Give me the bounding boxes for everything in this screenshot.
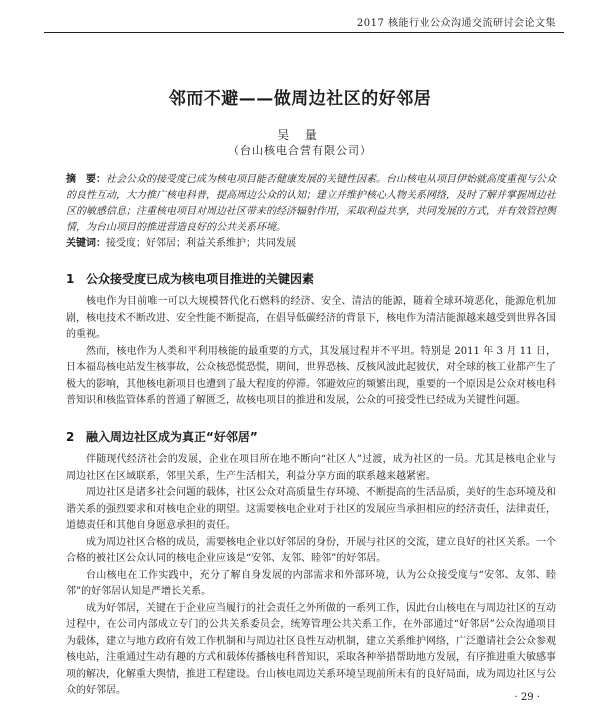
section-number: 1	[66, 272, 75, 286]
section-heading-2	[66, 428, 556, 445]
paragraph: 核电作为目前唯一可以大规模替代化石燃料的经济、安全、清洁的能源，随着全球环境恶化，能源危机加剧，核电技术不断改进、安全性能不断提高，在倡导低碳经济的背景下，核电作为清洁能源越来越受到世界各国的重视。	[66, 296, 556, 340]
page-number: · 29 ·	[514, 692, 540, 703]
keywords-label: 关键词：	[66, 238, 106, 249]
author-name: 吴 量	[277, 128, 323, 142]
paragraph: 成为周边社区合格的成员，需要核电企业以好邻居的身份，开展与社区的交流，建立良好的社区关系。一个合格的被社区公众认同的核电企业应该是“安邻、友邻、睦邻”的好邻居。	[66, 536, 556, 564]
author-affiliation: （台山核电合营有限公司）	[228, 144, 372, 157]
section-2-body	[66, 452, 556, 700]
paragraph: 周边社区是诸多社会问题的载体，社区公众对高质量生存环境、不断提高的生活品质，美好的生态环境及和谐关系的强烈要求和对核电企业的期望。这需要核电企业对于社区的发展应当承担相应的经济责任，法律责任，道德责任和其他自身愿意承担的责任。	[66, 487, 556, 531]
header-rule	[44, 32, 564, 33]
paragraph: 伴随现代经济社会的发展，企业在项目所在地不断向“社区人”过渡，成为社区的一员。尤其是核电企业与周边社区在区域联系，邻里关系，生产生活相关，利益分享方面的联系越来越紧密。	[66, 454, 556, 482]
paper-title: 邻而不避——做周边社区的好邻居	[168, 89, 432, 109]
keywords-text: 接受度；好邻居；利益关系维护；共同发展	[106, 238, 296, 249]
abstract-text: 社会公众的接受度已成为核电项目能否健康发展的关键性因素。台山核电从项目伊始就高度重视与公众的良性互动，大力推广核电科普，提高周边公众的认知；建立并维护核心人物关系网络，及时了解并掌握周边社区的敏感信息；注重核电项目对周边社区带来的经济辐射作用，采取利益共享，共同发展的方式，并有效管控舆情，为台山项目的推进营造良好的公共关系环境。	[66, 174, 556, 233]
running-head: 2017 核能行业公众沟通交流研讨会论文集	[356, 18, 556, 29]
section-heading-1	[66, 270, 556, 287]
section-title: 公众接受度已成为核电项目推进的关键因素	[86, 272, 315, 286]
section-number: 2	[66, 430, 75, 444]
paragraph: 然而，核电作为人类和平利用核能的最重要的方式，其发展过程并不平坦。特别是 2011 年 3 月 11 日，日本福岛核电站发生核事故，公众核恐慌恐慌，期间，世界恐核、反核风波此起彼伏，对全球的核工业都产生了极大的影响，其他核电新项目也遭到了最大程度的停滞。邻避效应的频繁出现，重要的一个原因是公众对核电科普知识和核监管体系的普通了解匮乏，故核电项目的推进和发展，公众的可接受性已经成为关键性问题。	[66, 345, 556, 406]
abstract-label: 摘 要：	[66, 174, 106, 185]
paragraph: 成为好邻居，关键在于企业应当履行的社会责任之外所做的一系列工作，因此台山核电在与周边社区的互动过程中，在公司内部成立专门的公共关系委员会，统筹管理公共关系工作，在外部通过“好邻居”公众沟通项目为载体，建立与地方政府有效工作机制和与周边社区良性互动机制，建立关系维护网络，广泛邀请社会公众参观核电站，注重通过生动有趣的方式和载体传播核电科普知识，采取各种举措帮助地方发展，有序推进重大敏感事项的解决，化解重大舆情，推进工程建设。台山核电周边关系环境呈现前所未有的良好局面，成为周边社区与公众的好邻居。	[66, 602, 556, 696]
paragraph: 台山核电在工作实践中，充分了解自身发展的内部需求和外部环境，认为公众接受度与“安邻、友邻、睦邻”的好邻居认知是严增长关系。	[66, 569, 556, 597]
abstract	[66, 172, 556, 236]
keywords	[66, 236, 556, 252]
section-1-body	[66, 294, 556, 410]
section-title: 融入周边社区成为真正“好邻居”	[86, 430, 258, 444]
